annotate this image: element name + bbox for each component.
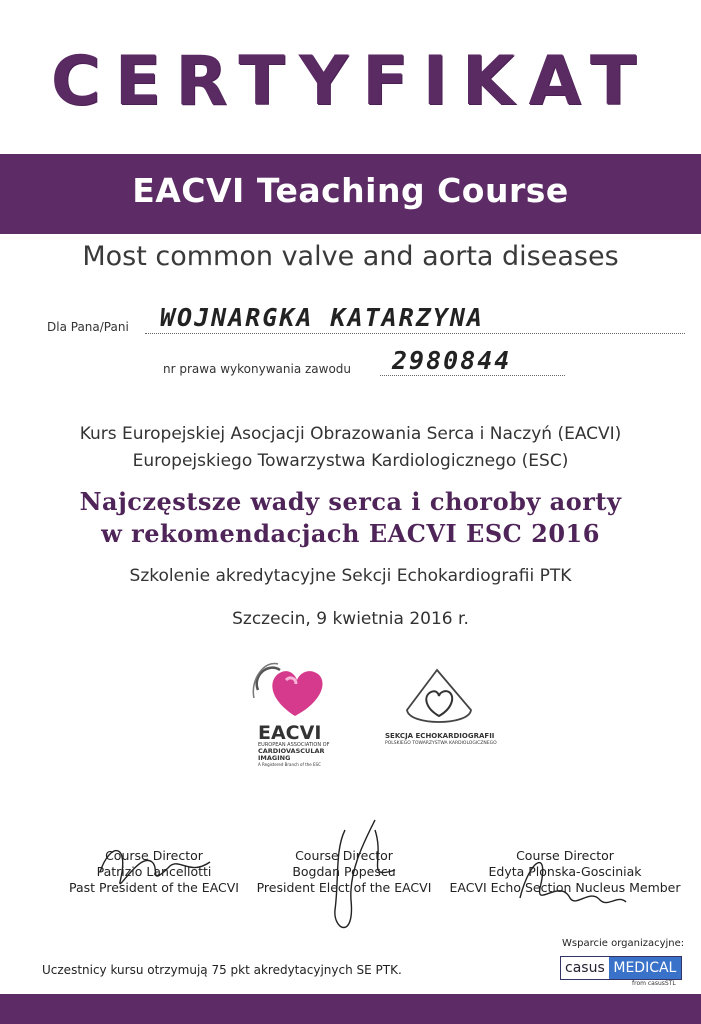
footer-note: Uczestnicy kursu otrzymują 75 pkt akredytacyjnych SE PTK. [42,963,402,977]
signatory-2 [234,848,454,896]
accreditation-text: Szkolenie akredytacyjne Sekcji Echokardiografii PTK [129,566,572,586]
headline-line-2: w rekomendacjach EACVI ESC 2016 [101,519,600,548]
signatory-3-role: Course Director [516,848,614,863]
course-topic: Most common valve and aorta diseases [82,241,619,272]
recipient-name: WOJNARGKA KATARZYNA [160,303,484,332]
signatory-3-name: Edyta Plonska-Gosciniak [488,864,642,879]
license-dotline [380,375,565,376]
organizer-line-1: Kurs Europejskiej Asocjacji Obrazowania Serca i Naczyń (EACVI) [79,424,622,444]
signatory-1-name: Patrizio Lancellotti [96,864,212,879]
eacvi-logo [250,658,340,768]
recipient-dotline [145,333,685,334]
recipient-label: Dla Pana/Pani [47,320,129,334]
signatory-2-role: Course Director [295,848,393,863]
eacvi-logo-sub3: IMAGING [258,754,291,762]
eacvi-logo-sub4: A Registered Branch of the ESC [258,762,321,767]
signatory-3 [440,848,690,896]
echo-logo-sub: POLSKIEGO TOWARZYSTWA KARDIOLOGICZNEGO [385,741,497,746]
sponsor-label: Wsparcie organizacyjne: [562,938,685,949]
echo-section-logo [385,664,505,754]
license-number: 2980844 [392,346,512,375]
place-date: Szczecin, 9 kwietnia 2016 r. [232,609,469,629]
signatory-2-title: President Elect of the EACVI [256,880,432,895]
casus-brand-part1: casus [565,960,605,976]
signatory-1-title: Past President of the EACVI [68,880,239,895]
certificate-title: CERTYFIKAT [50,42,651,121]
casus-medical-logo [560,956,682,980]
echo-logo-name: SEKCJA ECHOKARDIOGRAFII [385,732,495,740]
signatory-1 [44,848,264,896]
organizer-line-2: Europejskiego Towarzystwa Kardiologicznego (ESC) [132,451,569,471]
casus-brand-part2: MEDICAL [609,957,681,979]
signatory-1-role: Course Director [105,848,203,863]
bottom-banner [0,994,701,1024]
signatory-3-title: EACVI Echo Section Nucleus Member [449,880,681,895]
signatory-2-name: Bogdan Popescu [292,864,396,879]
echo-heart-icon [397,664,477,728]
eacvi-logo-sub1: EUROPEAN ASSOCIATION OF [258,742,330,748]
headline-line-1: Najczęstsze wady serca i choroby aorty [79,487,622,516]
eacvi-logo-sub2: CARDIOVASCULAR [258,747,325,755]
heart-icon [250,658,340,720]
eacvi-logo-name: EACVI [258,722,322,744]
course-name: EACVI Teaching Course [132,171,569,210]
casus-brand-sub: from casusSTL [632,980,676,987]
license-label: nr prawa wykonywania zawodu [163,362,352,376]
